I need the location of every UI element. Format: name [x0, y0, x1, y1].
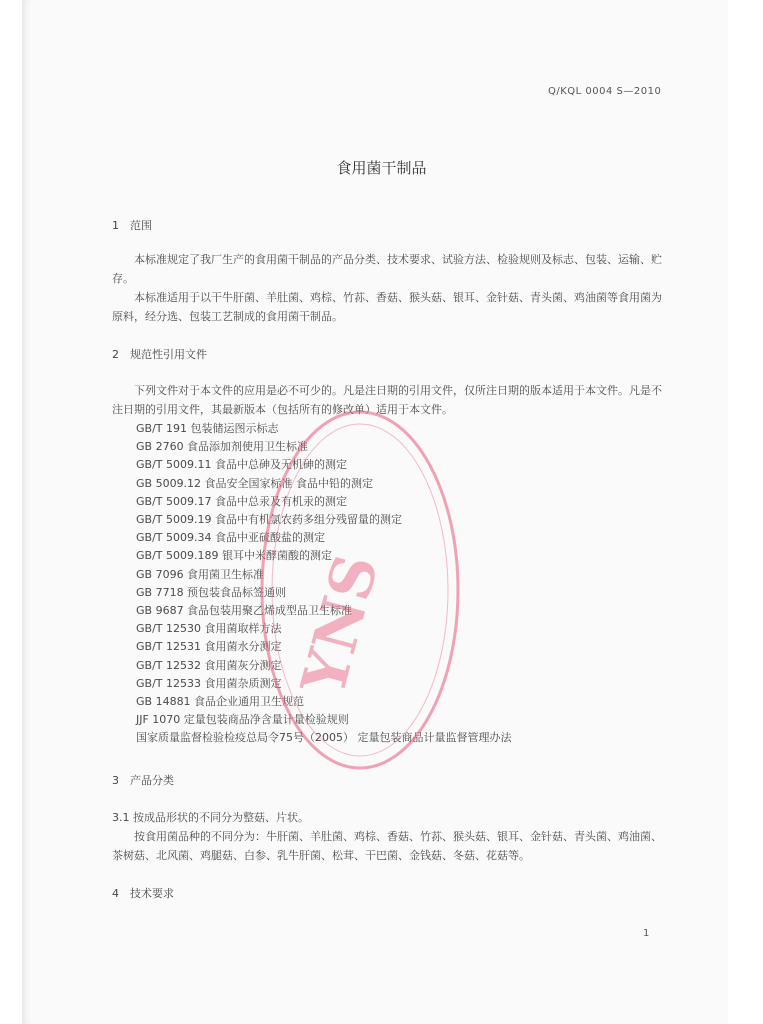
section-4-heading	[112, 885, 174, 901]
reference-item: 国家质量监督检验检疫总局令75号（2005） 定量包装商品计量监督管理办法	[136, 731, 512, 745]
reference-item: GB 2760 食品添加剂使用卫生标准	[136, 440, 309, 454]
reference-item: GB 5009.12 食品安全国家标准 食品中铅的测定	[136, 476, 374, 490]
reference-item: GB 7096 食用菌卫生标准	[136, 567, 265, 581]
reference-item: GB/T 12532 食用菌灰分测定	[136, 658, 282, 672]
reference-item: GB 14881 食品企业通用卫生规范	[136, 695, 305, 709]
page-title: 食用菌干制品	[336, 159, 427, 177]
reference-item: GB/T 12533 食用菌杂质测定	[136, 676, 282, 690]
section-title: 范围	[130, 219, 152, 232]
scope-paragraph-1: 本标准规定了我厂生产的食用菌干制品的产品分类、技术要求、试验方法、检验规则及标志、包装、运输、贮存。	[112, 253, 662, 285]
reference-item: GB 9687 食品包装用聚乙烯成型品卫生标准	[136, 604, 353, 618]
section-number: 3	[112, 774, 119, 787]
reference-item: GB/T 5009.11 食品中总砷及无机砷的测定	[136, 458, 347, 472]
section-number: 2	[112, 348, 119, 361]
reference-list	[136, 420, 512, 748]
reference-item: GB/T 12531 食用菌水分测定	[136, 640, 282, 654]
section-title: 技术要求	[130, 887, 174, 900]
page-number: 1	[643, 928, 650, 939]
section-title: 产品分类	[130, 774, 174, 787]
reference-item: GB/T 5009.17 食品中总汞及有机汞的测定	[136, 494, 347, 508]
reference-item: JJF 1070 定量包装商品净含量计量检验规则	[136, 713, 349, 727]
reference-item: GB/T 5009.189 银耳中米酵菌酸的测定	[136, 549, 332, 563]
section-1-heading	[112, 217, 152, 233]
classification-varieties: 按食用菌品种的不同分为：牛肝菌、羊肚菌、鸡棕、香菇、竹荪、猴头菇、银耳、金针菇、青头菌、鸡油菌、茶树菇、北风菌、鸡腿菇、白参、乳牛肝菌、松茸、干巴菌、金钱菇、冬菇、花菇等。	[112, 830, 662, 862]
document-code: Q/KQL 0004 S—2010	[548, 86, 662, 97]
reference-item: GB/T 5009.19 食品中有机氯农药多组分残留量的测定	[136, 513, 402, 527]
reference-item: GB/T 12530 食用菌取样方法	[136, 622, 282, 636]
section-number: 1	[112, 219, 119, 232]
section-3-heading	[112, 772, 174, 788]
classification-clause-3-1: 3.1 按成品形状的不同分为整菇、片状。	[112, 811, 309, 824]
reference-item: GB 7718 预包装食品标签通则	[136, 585, 287, 599]
svg-text:YNS: YNS	[288, 547, 393, 702]
reference-item: GB/T 191 包装储运图示标志	[136, 422, 279, 435]
reference-item: GB/T 5009.34 食品中亚硫酸盐的测定	[136, 531, 325, 545]
references-intro: 下列文件对于本文件的应用是必不可少的。凡是注日期的引用文件，仅所注日期的版本适用于本文件。凡是不注日期的引用文件，其最新版本（包括所有的修改单）适用于本文件。	[112, 384, 662, 416]
scope-paragraph-2: 本标准适用于以干牛肝菌、羊肚菌、鸡棕、竹荪、香菇、猴头菇、银耳、金针菇、青头菌、鸡油菌等食用菌为原料，经分选、包装工艺制成的食用菌干制品。	[112, 291, 662, 323]
section-number: 4	[112, 887, 119, 900]
section-2-heading	[112, 346, 207, 362]
section-title: 规范性引用文件	[130, 348, 207, 361]
